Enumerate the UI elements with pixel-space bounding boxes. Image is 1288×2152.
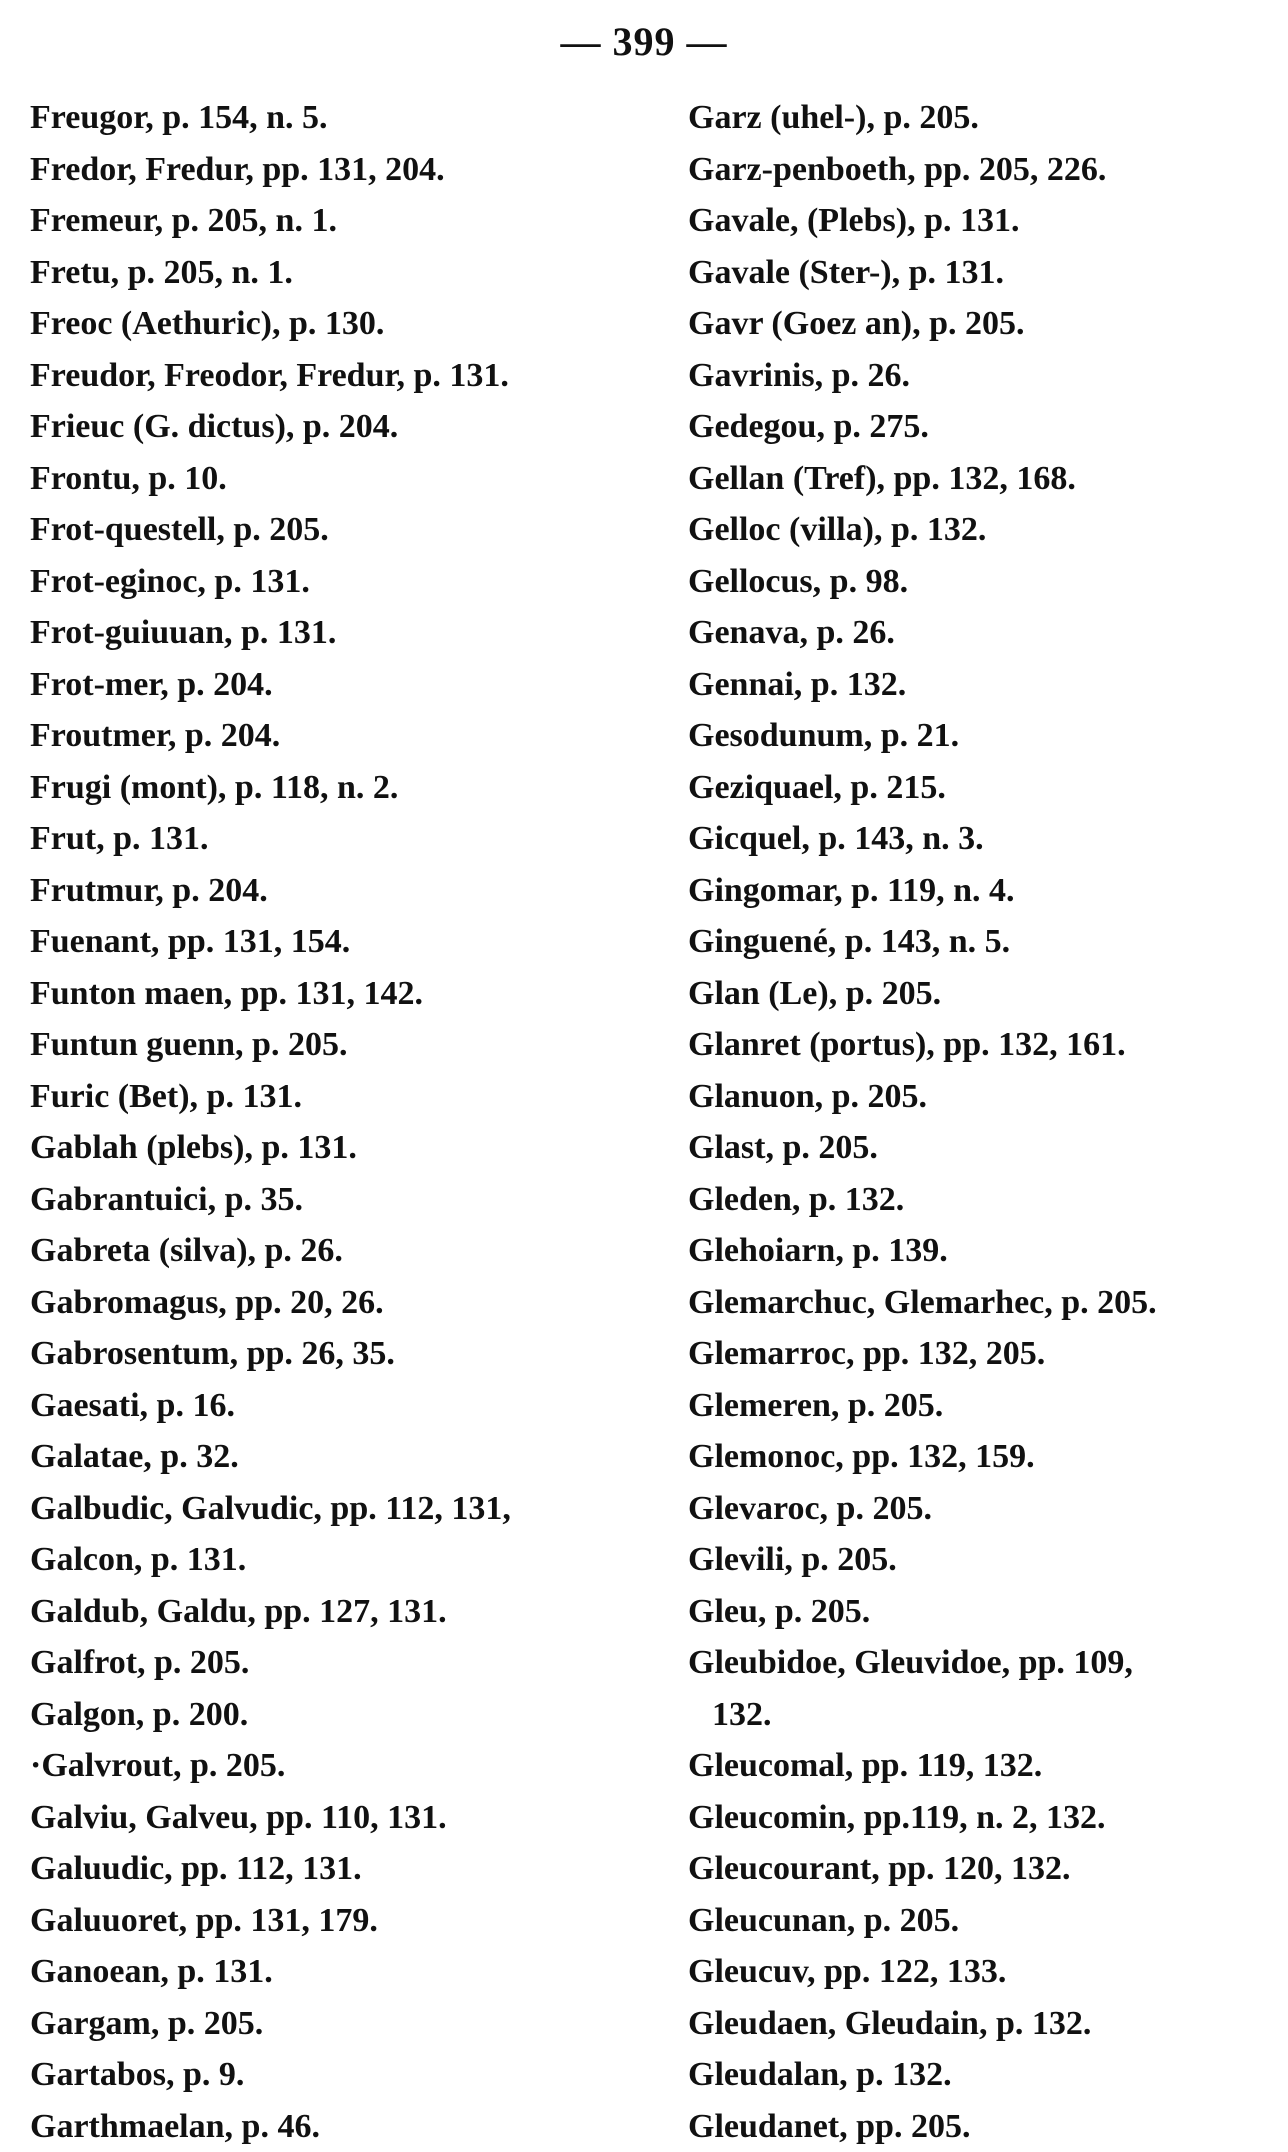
index-entry: Gavale (Ster-), p. 131.: [688, 247, 1268, 299]
index-entry: Glast, p. 205.: [688, 1122, 1268, 1174]
index-entry: Furic (Bet), p. 131.: [30, 1071, 650, 1123]
page-number: — 399 —: [0, 18, 1288, 65]
index-entry: Gleucuv, pp. 122, 133.: [688, 1946, 1268, 1998]
index-entry: Gleucomal, pp. 119, 132.: [688, 1740, 1268, 1792]
index-entry: Frut, p. 131.: [30, 813, 650, 865]
index-entry: Gabreta (silva), p. 26.: [30, 1225, 650, 1277]
index-entry: Glehoiarn, p. 139.: [688, 1225, 1268, 1277]
index-entry: Glanuon, p. 205.: [688, 1071, 1268, 1123]
index-entry: Gargam, p. 205.: [30, 1998, 650, 2050]
index-entry: Glevili, p. 205.: [688, 1534, 1268, 1586]
index-entry: Froutmer, p. 204.: [30, 710, 650, 762]
index-entry: Glan (Le), p. 205.: [688, 968, 1268, 1020]
index-entry: Fuenant, pp. 131, 154.: [30, 916, 650, 968]
index-entry: Frutmur, p. 204.: [30, 865, 650, 917]
index-entry: Funtun guenn, p. 205.: [30, 1019, 650, 1071]
index-entry: Galdub, Galdu, pp. 127, 131.: [30, 1586, 650, 1638]
index-entry: Frot-questell, p. 205.: [30, 504, 650, 556]
index-entry: Gennai, p. 132.: [688, 659, 1268, 711]
index-entry: Gartabos, p. 9.: [30, 2049, 650, 2101]
index-entry: Galbudic, Galvudic, pp. 112, 131,: [30, 1483, 650, 1535]
index-entry: Gleudanet, pp. 205.: [688, 2101, 1268, 2152]
index-entry: Funton maen, pp. 131, 142.: [30, 968, 650, 1020]
index-entry: Galcon, p. 131.: [30, 1534, 650, 1586]
index-entry: Gicquel, p. 143, n. 3.: [688, 813, 1268, 865]
index-entry: Gleudaen, Gleudain, p. 132.: [688, 1998, 1268, 2050]
index-entry: Glemeren, p. 205.: [688, 1380, 1268, 1432]
index-entry: Frot-eginoc, p. 131.: [30, 556, 650, 608]
index-entry-continuation: 132.: [688, 1689, 1268, 1741]
index-entry: Galuuoret, pp. 131, 179.: [30, 1895, 650, 1947]
index-entry: Gabromagus, pp. 20, 26.: [30, 1277, 650, 1329]
index-entry: Gelloc (villa), p. 132.: [688, 504, 1268, 556]
index-entry: Gleu, p. 205.: [688, 1586, 1268, 1638]
index-entry: Genava, p. 26.: [688, 607, 1268, 659]
index-entry: Gellocus, p. 98.: [688, 556, 1268, 608]
index-entry: Galfrot, p. 205.: [30, 1637, 650, 1689]
index-entry: Galviu, Galveu, pp. 110, 131.: [30, 1792, 650, 1844]
index-entry: Galatae, p. 32.: [30, 1431, 650, 1483]
index-entry: Gablah (plebs), p. 131.: [30, 1122, 650, 1174]
index-entry: Frugi (mont), p. 118, n. 2.: [30, 762, 650, 814]
index-entry: Garz (uhel-), p. 205.: [688, 92, 1268, 144]
index-entry: Gleubidoe, Gleuvidoe, pp. 109,: [688, 1637, 1268, 1689]
index-entry: Frontu, p. 10.: [30, 453, 650, 505]
index-entry: Frot-guiuuan, p. 131.: [30, 607, 650, 659]
index-entry: Geziquael, p. 215.: [688, 762, 1268, 814]
index-entry: Gleden, p. 132.: [688, 1174, 1268, 1226]
index-entry: Gabrosentum, pp. 26, 35.: [30, 1328, 650, 1380]
index-entry: Gesodunum, p. 21.: [688, 710, 1268, 762]
index-entry: Glemarchuc, Glemarhec, p. 205.: [688, 1277, 1268, 1329]
index-entry: Gleucomin, pp.119, n. 2, 132.: [688, 1792, 1268, 1844]
index-entry: Glevaroc, p. 205.: [688, 1483, 1268, 1535]
index-entry: ·Galvrout, p. 205.: [30, 1740, 650, 1792]
index-column-left: [30, 92, 650, 2152]
index-entry: Gaesati, p. 16.: [30, 1380, 650, 1432]
index-entry: Glemonoc, pp. 132, 159.: [688, 1431, 1268, 1483]
index-entry: Ganoean, p. 131.: [30, 1946, 650, 1998]
index-entry: Gleucourant, pp. 120, 132.: [688, 1843, 1268, 1895]
index-entry: Gabrantuici, p. 35.: [30, 1174, 650, 1226]
index-entry: Freudor, Freodor, Fredur, p. 131.: [30, 350, 650, 402]
index-entry: Gavr (Goez an), p. 205.: [688, 298, 1268, 350]
index-entry: Ginguené, p. 143, n. 5.: [688, 916, 1268, 968]
index-entry: Gedegou, p. 275.: [688, 401, 1268, 453]
index-entry: Fredor, Fredur, pp. 131, 204.: [30, 144, 650, 196]
index-entry: Frieuc (G. dictus), p. 204.: [30, 401, 650, 453]
index-entry: Fremeur, p. 205, n. 1.: [30, 195, 650, 247]
index-entry: Garthmaelan, p. 46.: [30, 2101, 650, 2152]
index-entry: Gleudalan, p. 132.: [688, 2049, 1268, 2101]
index-entry: Garz-penboeth, pp. 205, 226.: [688, 144, 1268, 196]
index-entry: Glemarroc, pp. 132, 205.: [688, 1328, 1268, 1380]
index-entry: Glanret (portus), pp. 132, 161.: [688, 1019, 1268, 1071]
index-entry: Galuudic, pp. 112, 131.: [30, 1843, 650, 1895]
index-entry: Gellan (Tref), pp. 132, 168.: [688, 453, 1268, 505]
index-entry: Gavrinis, p. 26.: [688, 350, 1268, 402]
index-entry: Freugor, p. 154, n. 5.: [30, 92, 650, 144]
index-entry: Frot-mer, p. 204.: [30, 659, 650, 711]
index-entry: Galgon, p. 200.: [30, 1689, 650, 1741]
index-entry: Gingomar, p. 119, n. 4.: [688, 865, 1268, 917]
index-entry: Freoc (Aethuric), p. 130.: [30, 298, 650, 350]
index-entry: Gleucunan, p. 205.: [688, 1895, 1268, 1947]
index-column-right: [688, 92, 1268, 2152]
index-entry: Fretu, p. 205, n. 1.: [30, 247, 650, 299]
index-entry: Gavale, (Plebs), p. 131.: [688, 195, 1268, 247]
